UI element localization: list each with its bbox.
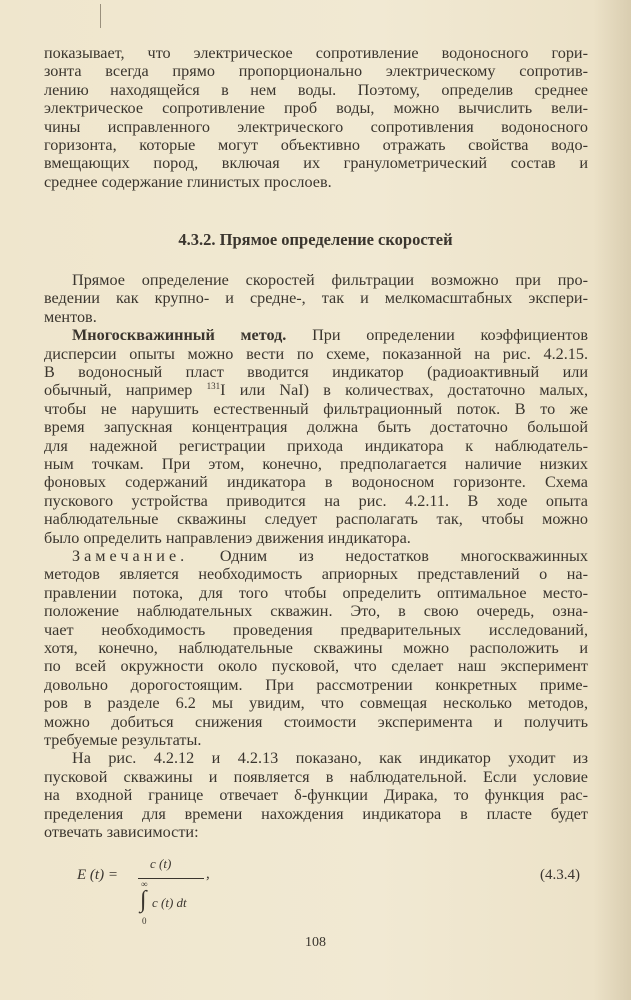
text-line: [44, 529, 588, 547]
text-segment: довольно дорогостоящим. При рассмотрении конкретных приме-: [44, 675, 588, 694]
formula-denominator: c (t) dt: [152, 895, 187, 910]
text-line: [44, 602, 588, 620]
formula-numerator: c (t): [150, 856, 172, 871]
text-line: [44, 473, 588, 491]
text-segment: чтобы не нарушить естественный фильтрационный поток. В то же: [44, 399, 588, 418]
text-segment: правлении потока, для того чтобы определить оптимальное место-: [44, 583, 588, 602]
formula-comma: ,: [206, 866, 210, 882]
equation-number: (4.3.4): [540, 867, 580, 883]
text-segment: для надежной регистрации прихода индикатора к наблюдатель-: [44, 436, 588, 455]
text-segment: хотя, конечно, наблюдательные скважины можно расположить и: [44, 639, 588, 657]
text-line: [44, 694, 588, 712]
text-segment: При определении коэффициентов: [286, 326, 588, 345]
text-line: [44, 400, 588, 418]
text-line: [44, 381, 588, 399]
text-segment: ведении как крупно- и средне-, так и мелкомасштабных экспери-: [44, 289, 588, 308]
text-line: [44, 621, 588, 639]
text-line: [72, 271, 588, 289]
text-segment: Одним из недостатков многоскважинных: [188, 547, 588, 565]
text-segment: ным точкам. При этом, конечно, предполагается наличие низких: [44, 455, 588, 473]
text-segment: обычный, например: [44, 381, 207, 400]
text-segment: На рис. 4.2.12 и 4.2.13 показано, как индикатор уходит из: [72, 749, 588, 768]
text-line: [72, 547, 588, 565]
formula-lhs: E (t) =: [77, 867, 118, 883]
text-segment: пускового устройства приводится на рис. 4.2.11. В ходе опыта: [44, 491, 588, 510]
remark-label: Замечание.: [72, 547, 189, 565]
text-segment: пределения для времени нахождения индикатора в пласте будет: [44, 804, 588, 823]
scan-artifact-mark: [100, 4, 101, 28]
text-segment: ров в разделе 6.2 мы увидим, что совмещая несколько методов,: [44, 694, 588, 713]
text-line: среднее содержание глинистых прослоев.: [44, 172, 332, 191]
text-segment: наблюдательные скважины следует располагать так, чтобы можно: [44, 510, 588, 529]
text-segment: Прямое определение скоростей фильтрации возможно при про-: [72, 271, 588, 289]
text-line: [44, 731, 588, 749]
page-number: 108: [305, 935, 326, 950]
text-segment: чает необходимость проведения предварительных исследований,: [44, 620, 588, 639]
text-segment: можно добиться снижения стоимости эксперимента и получить: [44, 712, 588, 731]
text-line: [44, 713, 588, 731]
text-line: [44, 418, 588, 436]
text-line: чины исправленного электрического сопротивления водоносного: [44, 117, 588, 136]
text-line: [44, 565, 588, 583]
text-line: [72, 326, 588, 344]
text-segment: время запускная концентрация должна быть достаточно большой: [44, 418, 588, 437]
text-segment: по всей окружности около пусковой, что сделает наш эксперимент: [44, 657, 588, 676]
upper-limit: ∞: [141, 879, 148, 889]
text-line: [44, 510, 588, 528]
integral-sign: ∫: [140, 887, 147, 913]
text-line: [44, 823, 588, 841]
text-line: [44, 584, 588, 602]
text-segment: на входной границе отвечает δ-функции Дирака, то функция рас-: [44, 786, 588, 805]
text-line: электрическое сопротивление проб воды, можно вычислить вели-: [44, 99, 588, 118]
text-segment: В водоносный пласт вводится индикатор (радиоактивный или: [44, 363, 588, 381]
text-line: [44, 289, 588, 307]
text-segment: требуемые результаты.: [44, 731, 202, 749]
text-line: зонта всегда прямо пропорционально электрическому сопротив-: [44, 62, 588, 81]
fraction-bar: [138, 878, 204, 879]
text-segment: пусковой скважины и появляется в наблюдательной. Если условие: [44, 767, 588, 786]
text-line: [44, 492, 588, 510]
text-line: [44, 805, 588, 823]
text-segment: положение наблюдательных скважин. Это, в свою очередь, озна-: [44, 602, 588, 621]
text-line: [44, 455, 588, 473]
text-segment: было определить направлениэ движения индикатора.: [44, 528, 411, 547]
text-segment: I или NaI) в количествах, достаточно малых,: [220, 381, 588, 400]
text-line: [44, 768, 588, 786]
text-line: [44, 786, 588, 804]
text-segment: дисперсии опыты можно вести по схеме, показанной на рис. 4.2.15.: [44, 344, 588, 363]
text-line: [44, 676, 588, 694]
text-line: лению находящейся в нем воды. Поэтому, определив среднее: [44, 80, 588, 99]
text-segment: отвечать зависимости:: [44, 823, 199, 841]
text-line: показывает, что электрическое сопротивление водоносного гори-: [44, 44, 588, 62]
text-line: [44, 363, 588, 381]
text-segment: методов является необходимость априорных представлений о на-: [44, 565, 588, 584]
run-in-heading: Многоскважинный метод.: [72, 326, 287, 345]
text-line: [44, 437, 588, 455]
text-line: вмещающих пород, включая их гранулометрический состав и: [44, 154, 588, 173]
section-heading: 4.3.2. Прямое определение скоростей: [178, 230, 453, 249]
text-segment: ментов.: [44, 307, 97, 326]
text-line: [72, 749, 588, 767]
text-line: [44, 308, 588, 326]
text-line: [44, 657, 588, 675]
lower-limit: 0: [142, 916, 147, 926]
text-line: [44, 345, 588, 363]
isotope-superscript: 131: [206, 381, 221, 392]
text-line: горизонта, которые могут объективно отражать свойства водо-: [44, 136, 588, 154]
text-line: [44, 639, 588, 657]
text-segment: фоновых содержаний индикатора в водоносном горизонте. Схема: [44, 473, 588, 492]
